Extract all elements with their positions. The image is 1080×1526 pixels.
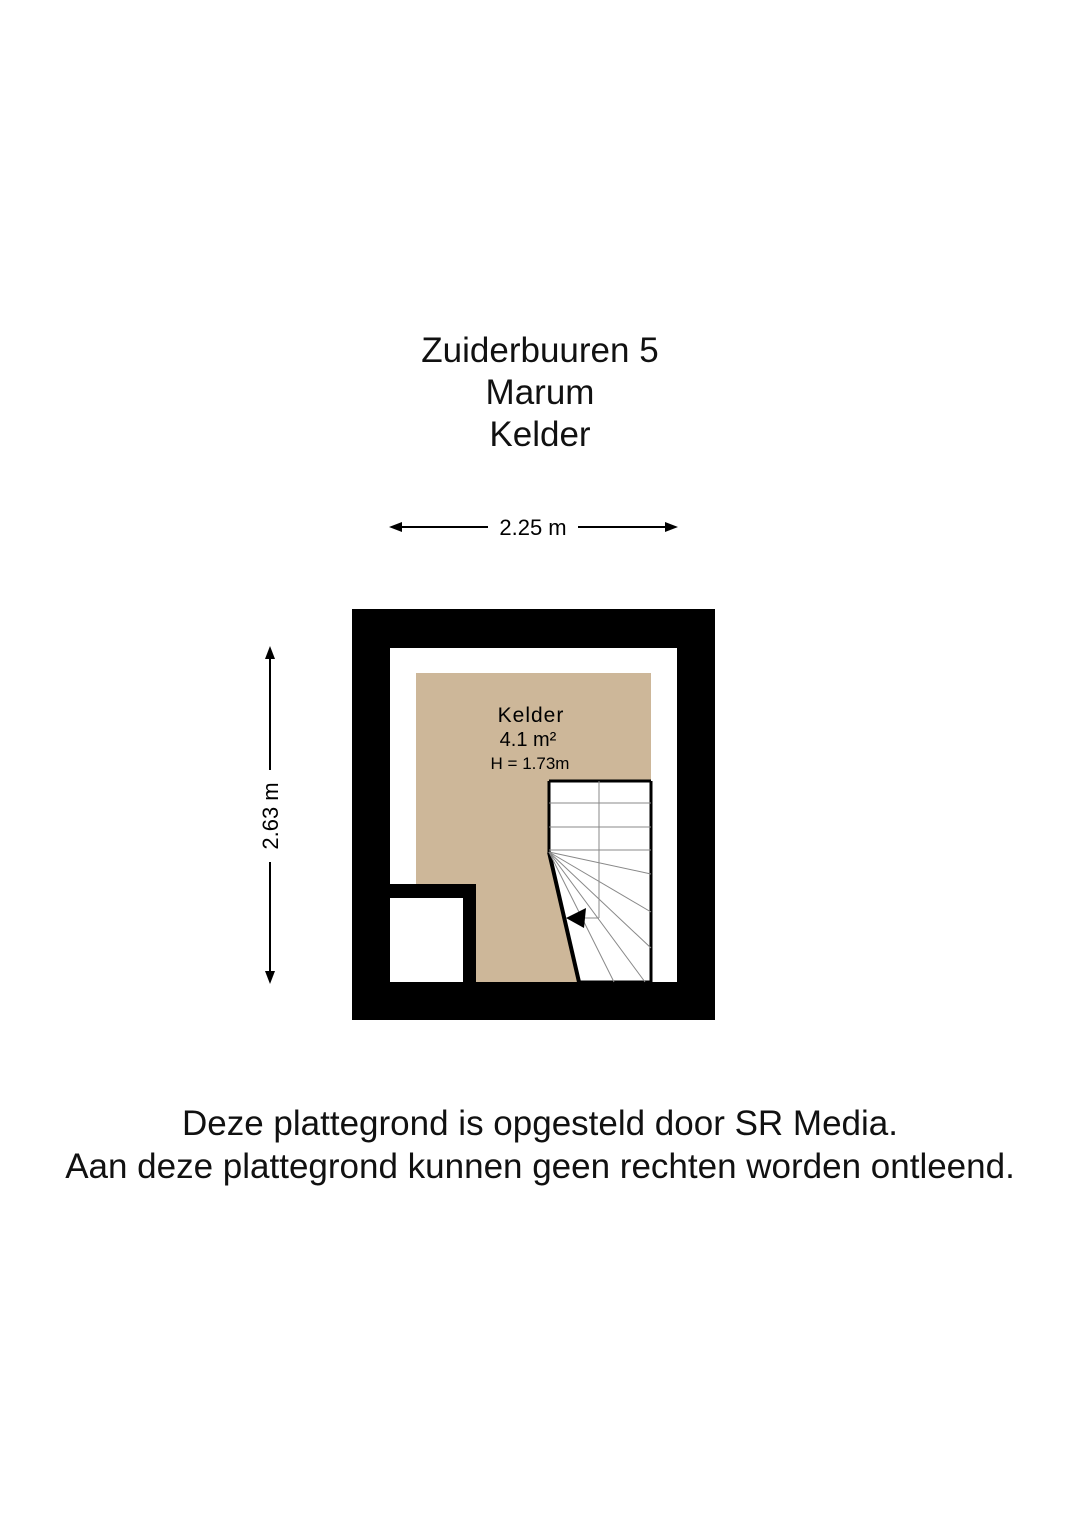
height-dimension-label: 2.63 m xyxy=(258,782,283,850)
room-name: Kelder xyxy=(497,704,565,727)
disclaimer-line-2: Aan deze plattegrond kunnen geen rechten worden ontleend. xyxy=(65,1147,1015,1186)
closet-interior xyxy=(390,898,463,982)
arrow-down-icon xyxy=(265,971,275,984)
width-dimension-label: 2.25 m xyxy=(499,515,567,540)
city-title: Marum xyxy=(485,373,595,412)
floor-title: Kelder xyxy=(489,415,591,454)
arrow-right-icon xyxy=(665,522,678,532)
address-title: Zuiderbuuren 5 xyxy=(421,331,659,370)
height-dimension xyxy=(258,646,283,984)
room-area: 4.1 m² xyxy=(499,729,557,751)
disclaimer xyxy=(0,1102,1080,1188)
room-height: H = 1.73m xyxy=(490,754,570,773)
width-dimension xyxy=(389,515,678,540)
arrow-left-icon xyxy=(389,522,402,532)
disclaimer-line-1: Deze plattegrond is opgesteld door SR Media. xyxy=(182,1104,898,1143)
arrow-up-icon xyxy=(265,646,275,659)
